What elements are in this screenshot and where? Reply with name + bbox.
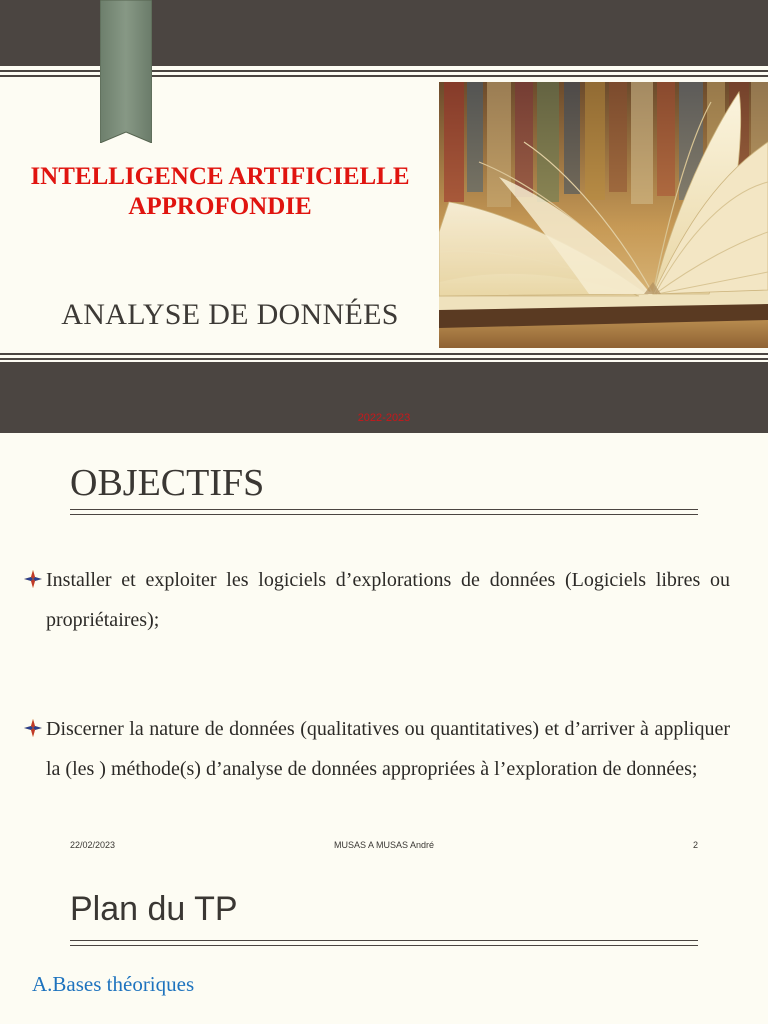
plan-heading: Plan du TP (70, 890, 238, 928)
four-point-star-bullet-icon (24, 570, 42, 588)
footer-page-number: 2 (693, 840, 699, 850)
four-point-star-bullet-icon (24, 719, 42, 737)
open-book-photo (439, 82, 768, 348)
heading-underline (70, 509, 698, 515)
objectives-heading: OBJECTIFS (70, 462, 265, 504)
title-line-2: APPROFONDIE (128, 193, 312, 220)
title-slide (0, 0, 768, 433)
objective-item-2: Discerner la nature de données (qualitatives ou quantitatives) et d’arriver à appliquer la (les ) méthode(s) d’analyse de données appropriées à l’exploration de données; (46, 718, 730, 780)
slide-subtitle: ANALYSE DE DONNÉES (61, 298, 399, 331)
footer-date: 22/02/2023 (70, 840, 116, 850)
bookmark-ribbon-icon (100, 0, 152, 143)
title-line-1: INTELLIGENCE ARTIFICIELLE (30, 163, 410, 190)
objective-item-1: Installer et exploiter les logiciels d’explorations de données (Logiciels libres ou propriétaires); (46, 569, 730, 631)
plan-slide (0, 863, 768, 1024)
section-a-title: A.Bases théoriques (32, 972, 195, 996)
bottom-rule-1 (0, 353, 768, 355)
bottom-rule-2 (0, 358, 768, 360)
objectives-slide (0, 433, 768, 863)
plan-heading-underline (70, 940, 698, 946)
slide-title (0, 162, 440, 222)
academic-year: 2022-2023 (357, 412, 411, 424)
footer-author: MUSAS A MUSAS André (333, 840, 435, 850)
